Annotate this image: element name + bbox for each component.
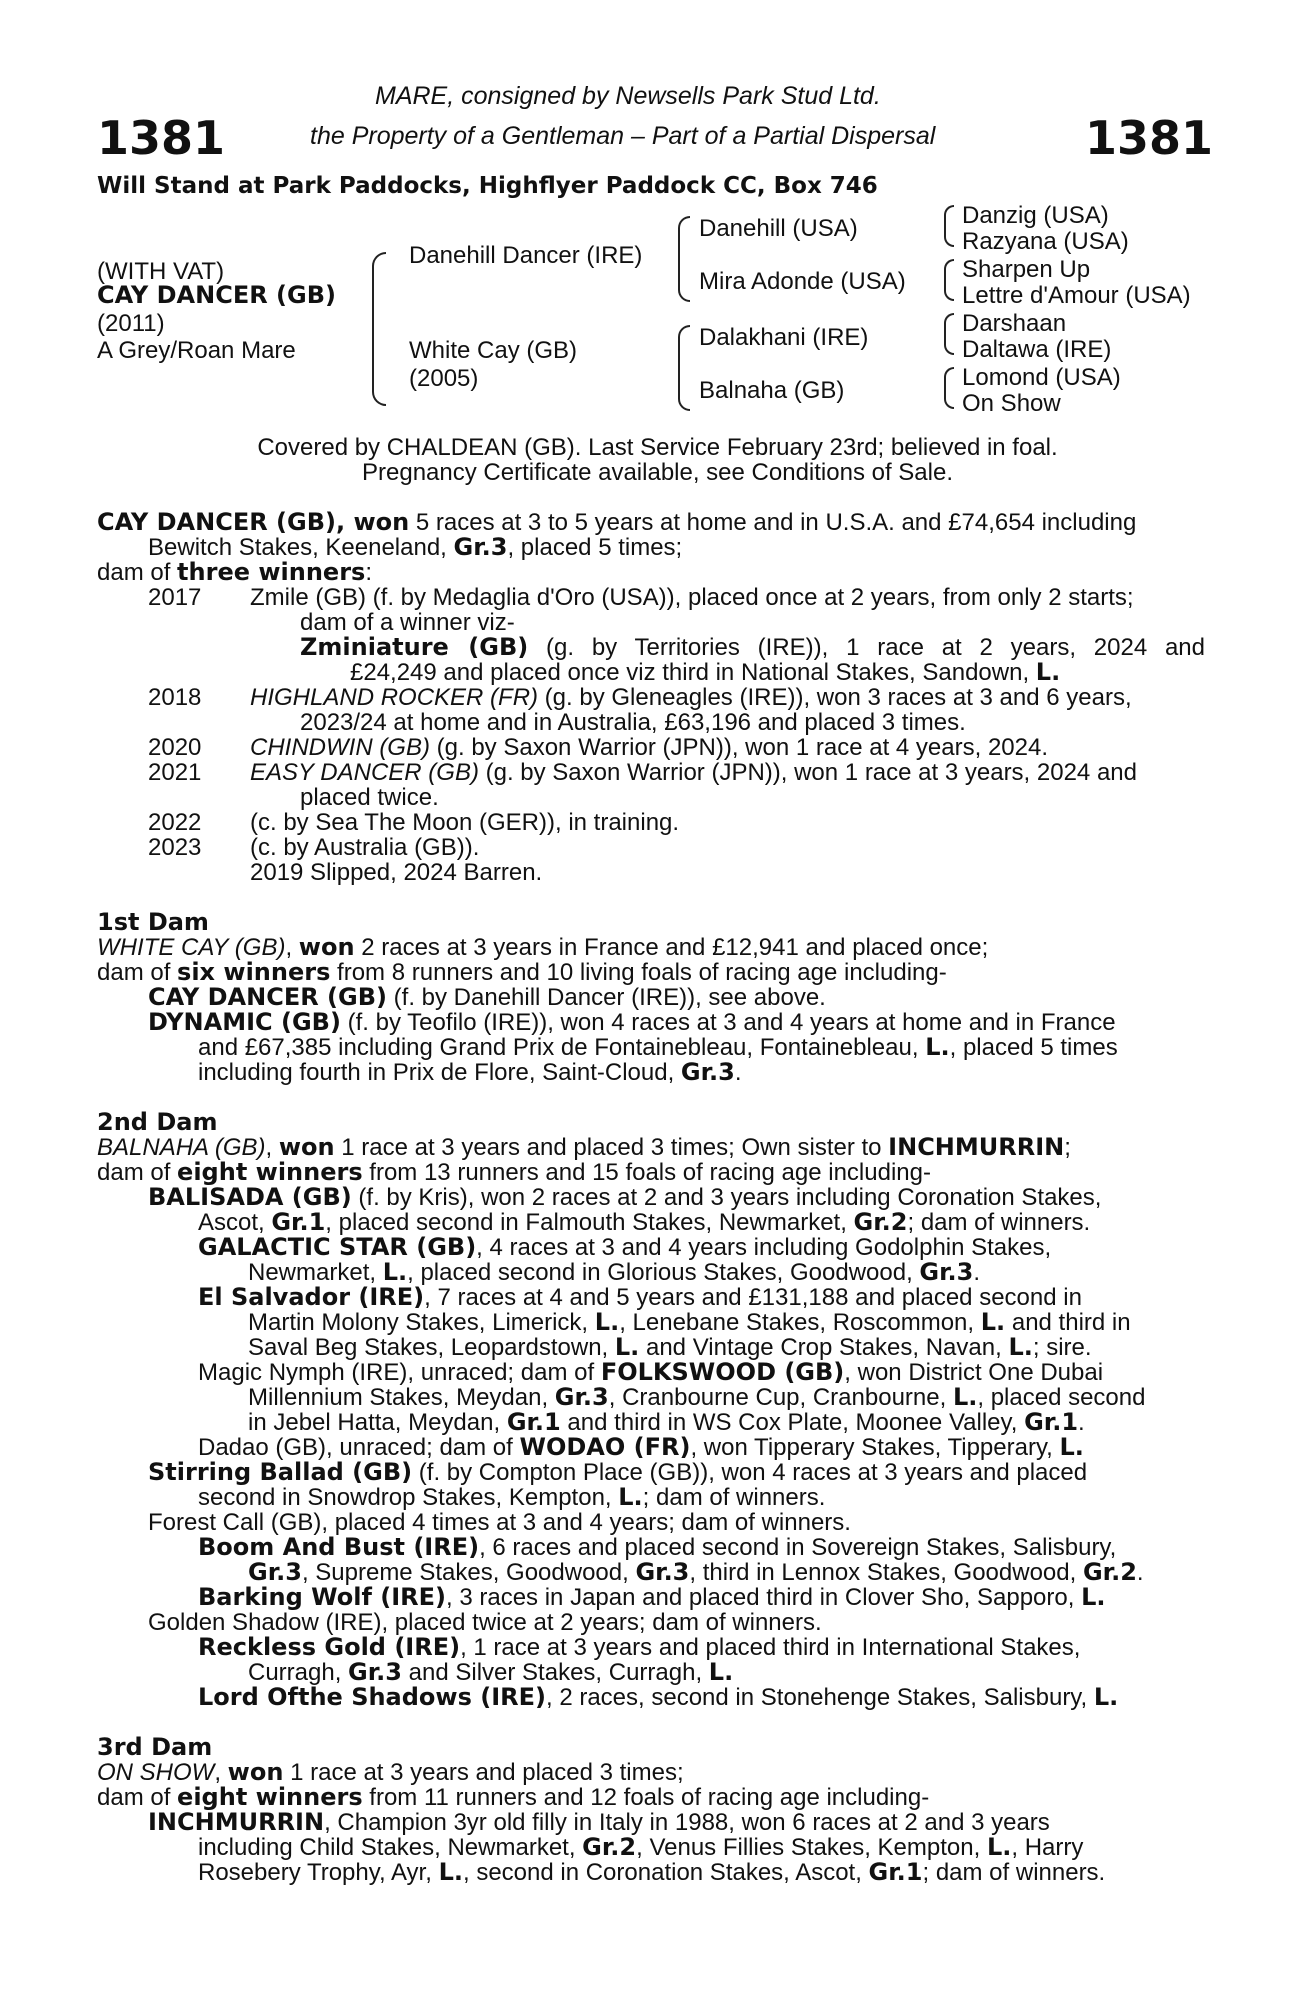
mare-name: CAY DANCER (GB)	[97, 508, 336, 536]
consignor-line: MARE, consigned by Newsells Park Stud Ltd.	[375, 82, 881, 110]
produce-text	[250, 685, 1132, 711]
third-dam-heading: 3rd Dam	[97, 1733, 213, 1761]
sire: Danehill Dancer (IRE)	[409, 242, 643, 269]
produce-text: 2019 Slipped, 2024 Barren.	[250, 859, 543, 886]
progeny-name: Stirring Ballad (GB)	[148, 1458, 413, 1486]
barking-wolf-line: Barking Wolf (IRE), 3 races in Japan and placed third in Clover Sho, Sapporo, L.	[198, 1583, 1106, 1611]
dam-dam-dam: On Show	[962, 390, 1061, 417]
produce-text: dam of a winner viz-	[300, 609, 515, 636]
sire-dam-sire: Sharpen Up	[962, 256, 1091, 283]
produce-name: HIGHLAND ROCKER (FR)	[250, 684, 539, 711]
magic-nymph-line-1: Magic Nymph (IRE), unraced; dam of FOLKSWOOD (GB), won District One Dubai	[198, 1358, 1104, 1386]
produce-year: 2023	[148, 834, 202, 861]
progeny-record: (f. by Danehill Dancer (IRE)), see above.	[386, 984, 826, 1011]
mare-stakes: Bewitch Stakes, Keeneland,	[148, 534, 454, 561]
produce-record: (g. by Saxon Warrior (JPN)), won 1 race at 4 years, 2024.	[429, 734, 1048, 761]
forest-call-line: Forest Call (GB), placed 4 times at 3 and 4 years; dam of winners.	[148, 1509, 851, 1536]
progeny-name: Lord Ofthe Shadows (IRE)	[198, 1683, 546, 1711]
mare-line-2	[148, 535, 682, 561]
progeny-name: FOLKSWOOD (GB)	[600, 1358, 845, 1386]
stirring-ballad-line-1: Stirring Ballad (GB) (f. by Compton Place (GB)), won 4 races at 3 years and placed	[148, 1458, 1088, 1486]
brace-dam	[678, 325, 690, 411]
brace-sire	[678, 216, 690, 302]
second-dam-heading: 2nd Dam	[97, 1108, 218, 1136]
second-dam-line-1: BALNAHA (GB), won 1 race at 3 years and placed 3 times; Own sister to INCHMURRIN;	[97, 1133, 1071, 1161]
progeny-name: INCHMURRIN	[148, 1808, 325, 1836]
third-dam-name: ON SHOW	[97, 1759, 215, 1786]
brace-ds	[944, 313, 954, 355]
lot-number-left: 1381	[97, 111, 226, 165]
progeny-name: El Salvador (IRE)	[198, 1283, 425, 1311]
third-dam-line-2: dam of eight winners from 11 runners and 12 foals of racing age including-	[97, 1783, 930, 1811]
horse-description: A Grey/Roan Mare	[97, 337, 296, 364]
mare-record: 5 races at 3 to 5 years at home and in U.S.A. and £74,654 including	[409, 509, 1137, 536]
progeny-name: CAY DANCER (GB)	[148, 983, 387, 1011]
dadao-line: Dadao (GB), unraced; dam of WODAO (FR), won Tipperary Stakes, Tipperary, L.	[198, 1433, 1084, 1461]
first-dam-name: WHITE CAY (GB)	[97, 934, 286, 961]
golden-shadow-line: Golden Shadow (IRE), placed twice at 2 years; dam of winners.	[148, 1609, 822, 1636]
el-salvador-line-2: Martin Molony Stakes, Limerick, L., Lenebane Stakes, Roscommon, L. and third in	[248, 1308, 1131, 1336]
lord-ofthe-shadows-line: Lord Ofthe Shadows (IRE), 2 races, second in Stonehenge Stakes, Salisbury, L.	[198, 1683, 1119, 1711]
dam-sire-sire: Darshaan	[962, 310, 1067, 337]
mare-line-1	[97, 510, 1136, 536]
boom-and-bust-line-2: Gr.3, Supreme Stakes, Goodwood, Gr.3, third in Lennox Stakes, Goodwood, Gr.2.	[248, 1558, 1144, 1586]
magic-nymph-line-2: Millennium Stakes, Meydan, Gr.3, Cranbourne Cup, Cranbourne, L., placed second	[248, 1383, 1146, 1411]
stirring-ballad-line-2: second in Snowdrop Stakes, Kempton, L.; dam of winners.	[198, 1483, 826, 1511]
foaling-year: (2011)	[97, 310, 165, 337]
mare-placed: , placed 5 times;	[507, 534, 683, 561]
covered-line-2: Pregnancy Certificate available, see Conditions of Sale.	[362, 459, 953, 486]
produce-year: 2017	[148, 584, 202, 611]
produce-text: (c. by Australia (GB)).	[250, 834, 480, 861]
sire-dam-dam: Lettre d'Amour (USA)	[962, 282, 1191, 309]
produce-text	[250, 735, 1048, 761]
zminiature-record: (g. by Territories (IRE)), 1 race at 2 years, 2024 and	[528, 634, 1205, 661]
dam-dam-sire: Lomond (USA)	[962, 364, 1121, 391]
inchmurrin-line-1: INCHMURRIN, Champion 3yr old filly in Italy in 1988, won 6 races at 2 and 3 years	[148, 1808, 1050, 1836]
second-dam-name: BALNAHA (GB)	[97, 1134, 266, 1161]
first-dam-heading: 1st Dam	[97, 908, 209, 936]
produce-text	[250, 760, 1137, 786]
horse-name: CAY DANCER (GB)	[97, 281, 336, 309]
reckless-gold-line-2: Curragh, Gr.3 and Silver Stakes, Curragh, L.	[248, 1658, 734, 1686]
balisada-line-1: BALISADA (GB) (f. by Kris), won 2 races at 2 and 3 years including Coronation Stakes,	[148, 1183, 1102, 1211]
progeny-name: Barking Wolf (IRE)	[198, 1583, 447, 1611]
sire-dam: Mira Adonde (USA)	[699, 268, 906, 295]
produce-text: placed twice.	[300, 784, 439, 811]
runners-summary: from 8 runners and 10 living foals of racing age including-	[330, 959, 947, 986]
sire-sire-sire: Danzig (USA)	[962, 202, 1109, 229]
first-dam-record: 2 races at 3 years in France and £12,941 and placed once;	[354, 934, 989, 961]
zminiature-detail: £24,249 and placed once viz third in National Stakes, Sandown,	[350, 659, 1036, 686]
zminiature-name: Zminiature (GB)	[300, 633, 529, 661]
winners-count: six winners	[177, 958, 331, 986]
brace-sd	[944, 259, 954, 301]
galactic-line-1: GALACTIC STAR (GB), 4 races at 3 and 4 years including Godolphin Stakes,	[198, 1233, 1052, 1261]
third-dam-line-1: ON SHOW, won 1 race at 3 years and placed 3 times;	[97, 1758, 684, 1786]
won-label: won	[298, 933, 355, 961]
listed-label: L.	[1035, 658, 1061, 686]
dam-sire-dam: Daltawa (IRE)	[962, 336, 1112, 363]
grade-label: Gr.3	[453, 533, 508, 561]
progeny-name: Boom And Bust (IRE)	[198, 1533, 480, 1561]
vat-label: (WITH VAT)	[97, 258, 225, 285]
produce-name: EASY DANCER (GB)	[250, 759, 479, 786]
property-line: the Property of a Gentleman – Part of a Partial Dispersal	[310, 122, 936, 150]
dam-of-label: dam of	[97, 559, 178, 586]
reckless-gold-line-1: Reckless Gold (IRE), 1 race at 3 years and placed third in International Stakes,	[198, 1633, 1081, 1661]
first-dam-line-1: WHITE CAY (GB), won 2 races at 3 years in France and £12,941 and placed once;	[97, 933, 989, 961]
zminiature-line-1	[300, 635, 1205, 661]
inchmurrin-line-2: including Child Stakes, Newmarket, Gr.2, Venus Fillies Stakes, Kempton, L., Harry	[198, 1833, 1084, 1861]
lot-number-right: 1381	[1085, 111, 1214, 165]
progeny-name: DYNAMIC (GB)	[148, 1008, 341, 1036]
progeny-name: GALACTIC STAR (GB)	[198, 1233, 477, 1261]
produce-year: 2022	[148, 809, 202, 836]
stand-location: Will Stand at Park Paddocks, Highflyer Paddock CC, Box 746	[97, 173, 878, 199]
sire-sire-dam: Razyana (USA)	[962, 228, 1129, 255]
el-salvador-line-1: El Salvador (IRE), 7 races at 4 and 5 years and £131,188 and placed second in	[198, 1283, 1082, 1311]
winners-count: three winners	[177, 558, 366, 586]
produce-text: Zmile (GB) (f. by Medaglia d'Oro (USA)), placed once at 2 years, from only 2 starts;	[250, 584, 1134, 611]
brace-main	[372, 252, 386, 406]
first-dam-line-2	[97, 960, 947, 986]
galactic-line-2: Newmarket, L., placed second in Glorious Stakes, Goodwood, Gr.3.	[248, 1258, 981, 1286]
won-label: , won	[335, 508, 410, 536]
produce-year: 2021	[148, 759, 202, 786]
magic-nymph-line-3: in Jebel Hatta, Meydan, Gr.1 and third in WS Cox Plate, Moonee Valley, Gr.1.	[248, 1408, 1085, 1436]
brace-ss	[944, 205, 954, 247]
progeny-name: Reckless Gold (IRE)	[198, 1633, 461, 1661]
second-dam-line-2: dam of eight winners from 13 runners and 15 foals of racing age including-	[97, 1158, 931, 1186]
dynamic-line-3: including fourth in Prix de Flore, Saint-Cloud, Gr.3.	[198, 1058, 742, 1086]
dam-dam: Balnaha (GB)	[699, 377, 845, 404]
dynamic-line-1	[148, 1010, 1116, 1036]
progeny-name: WODAO (FR)	[519, 1433, 691, 1461]
colon: :	[365, 559, 372, 586]
dam-year: (2005)	[409, 365, 479, 392]
produce-record: (g. by Saxon Warrior (JPN)), won 1 race at 3 years, 2024 and	[478, 759, 1137, 786]
progeny-name: BALISADA (GB)	[148, 1183, 352, 1211]
produce-year: 2020	[148, 734, 202, 761]
cay-dancer-line	[148, 985, 826, 1011]
boom-and-bust-line-1: Boom And Bust (IRE), 6 races and placed second in Sovereign Stakes, Salisbury,	[198, 1533, 1117, 1561]
produce-text: 2023/24 at home and in Australia, £63,196 and placed 3 times.	[300, 709, 966, 736]
produce-year: 2018	[148, 684, 202, 711]
sire-sire: Danehill (USA)	[699, 215, 858, 242]
dam: White Cay (GB)	[409, 337, 578, 364]
produce-text: (c. by Sea The Moon (GER)), in training.	[250, 809, 680, 836]
brace-dd	[944, 367, 954, 409]
dam-sire: Dalakhani (IRE)	[699, 324, 869, 351]
dam-of-label: dam of	[97, 959, 178, 986]
produce-name: CHINDWIN (GB)	[250, 734, 430, 761]
balisada-line-2: Ascot, Gr.1, placed second in Falmouth Stakes, Newmarket, Gr.2; dam of winners.	[198, 1208, 1091, 1236]
mare-line-3	[97, 560, 372, 586]
el-salvador-line-3: Saval Beg Stakes, Leopardstown, L. and Vintage Crop Stakes, Navan, L.; sire.	[248, 1333, 1092, 1361]
produce-record: (g. by Gleneagles (IRE)), won 3 races at 3 and 6 years,	[538, 684, 1132, 711]
dynamic-line-2: and £67,385 including Grand Prix de Fontainebleau, Fontainebleau, L., placed 5 times	[198, 1033, 1118, 1061]
progeny-record: (f. by Teofilo (IRE)), won 4 races at 3 and 4 years at home and in France	[340, 1009, 1116, 1036]
inchmurrin-line-3: Rosebery Trophy, Ayr, L., second in Coronation Stakes, Ascot, Gr.1; dam of winners.	[198, 1858, 1106, 1886]
zminiature-line-2	[350, 660, 1060, 686]
covered-line-1: Covered by CHALDEAN (GB). Last Service February 23rd; believed in foal.	[257, 434, 1058, 461]
